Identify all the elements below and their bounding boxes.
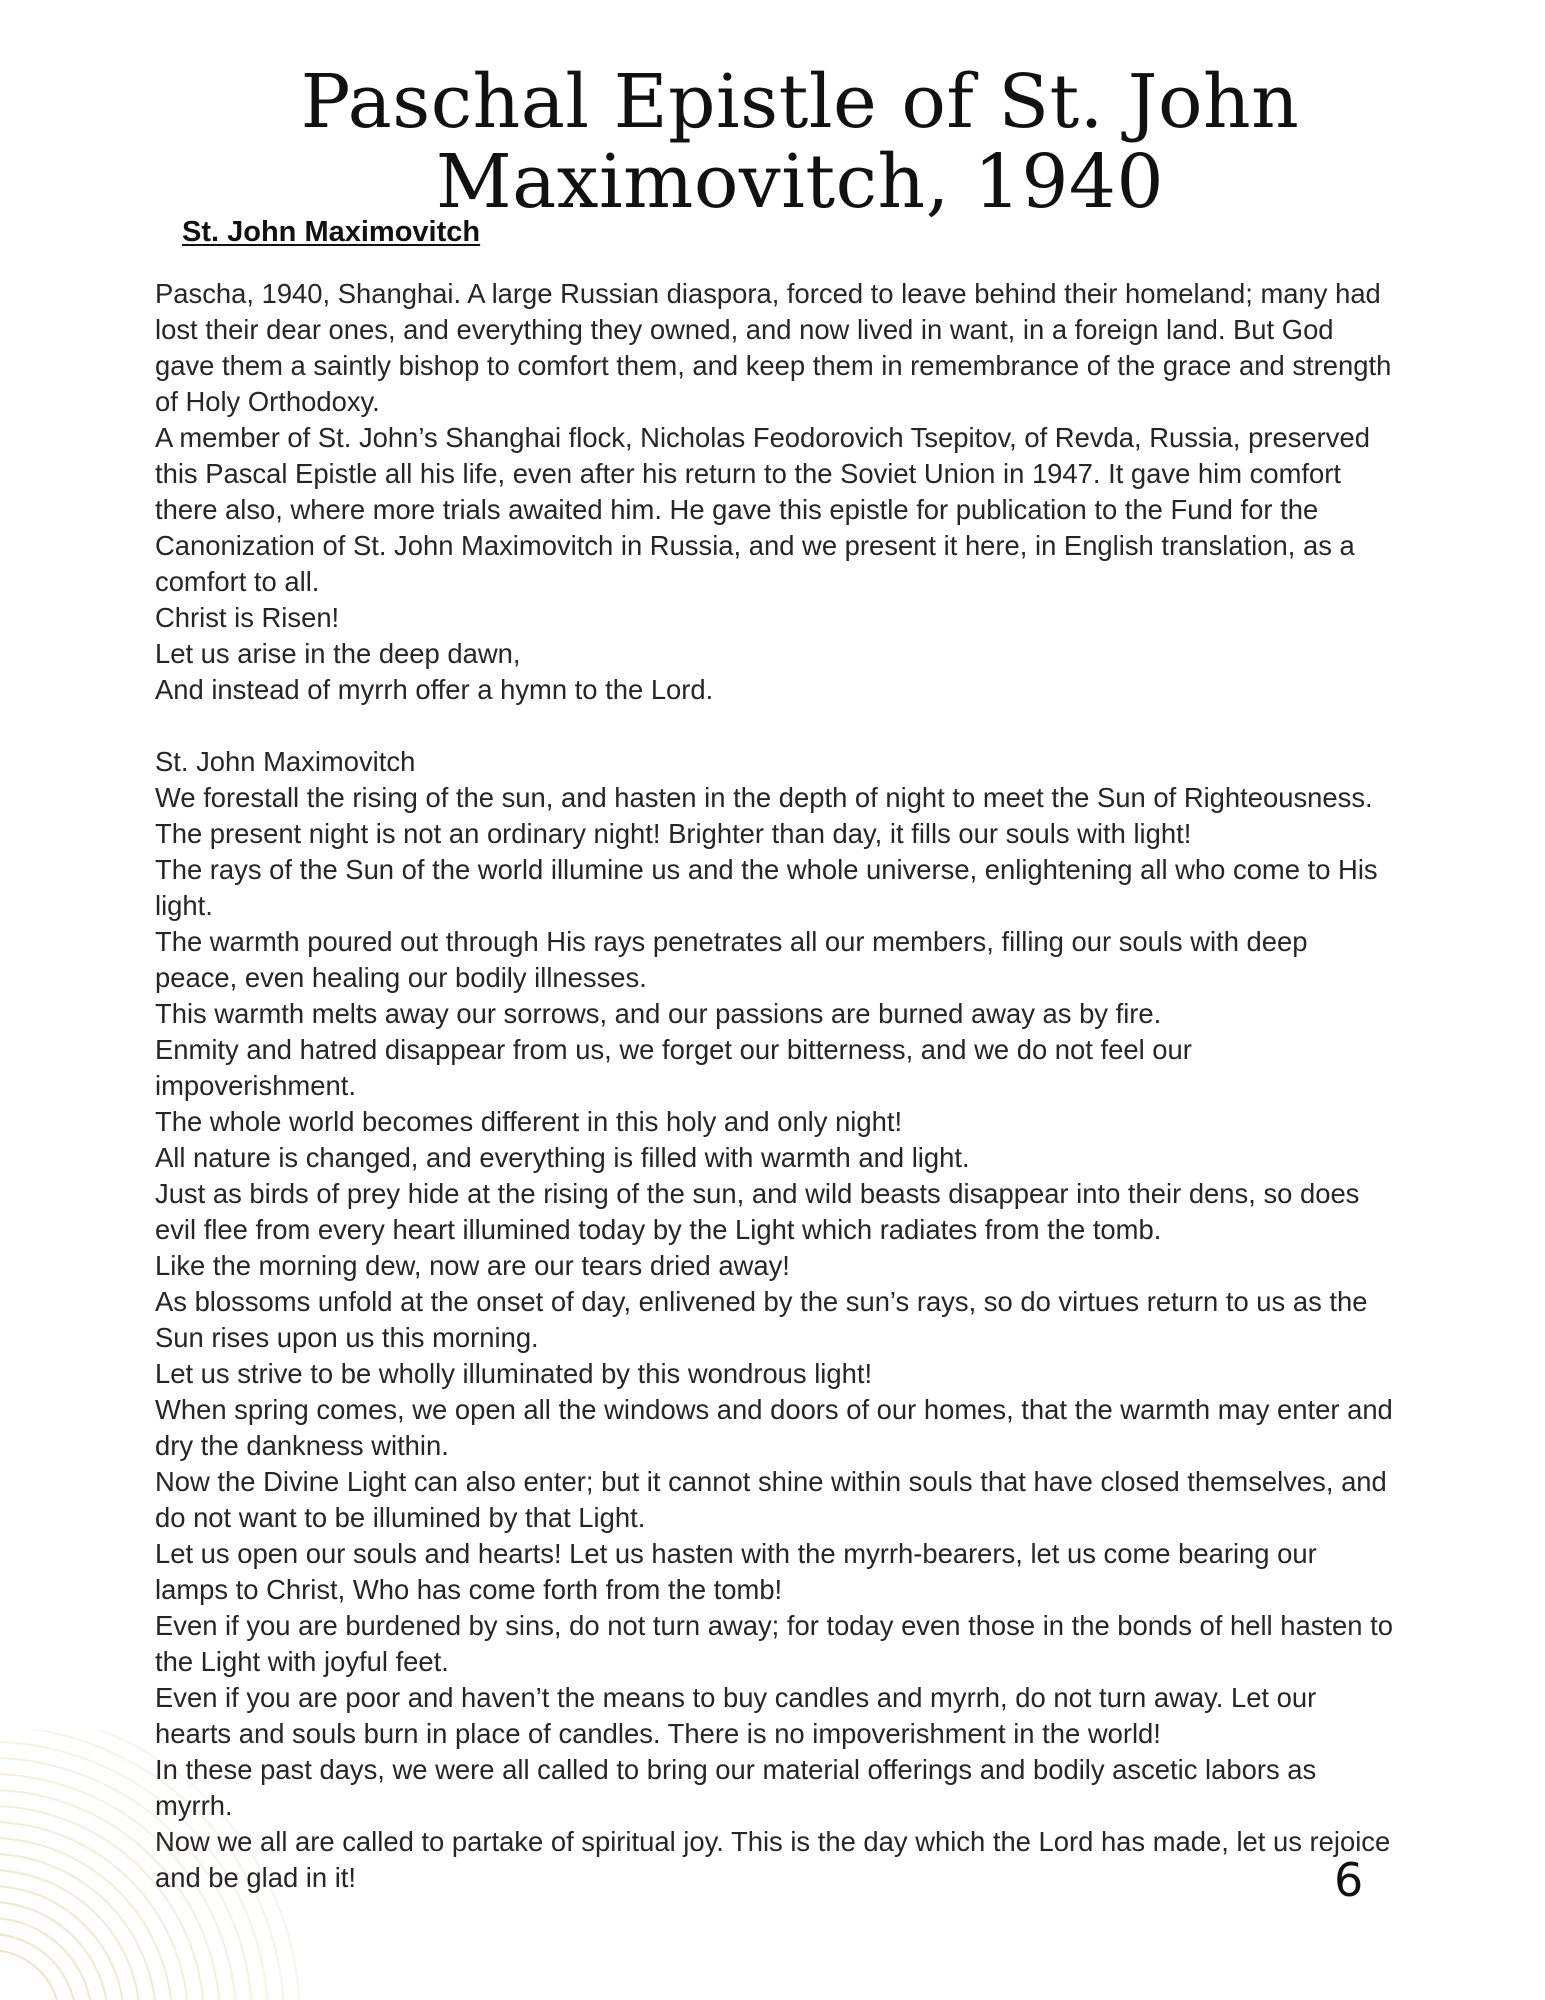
body-paragraph: The present night is not an ordinary night! Brighter than day, it fills our souls with light! <box>155 818 1192 849</box>
decorative-arc <box>0 1902 108 2000</box>
decorative-arc <box>0 1870 140 2000</box>
decorative-arc <box>0 1934 76 2000</box>
body-paragraph: Even if you are poor and haven’t the means to buy candles and myrrh, do not turn away. Let our hearts and souls burn in place of candles. There is no impoverishment in the world! <box>155 1682 1317 1749</box>
decorative-arc <box>0 1838 172 2000</box>
body-paragraph: And instead of myrrh offer a hymn to the Lord. <box>155 674 714 705</box>
body-paragraph: Even if you are burdened by sins, do not turn away; for today even those in the bonds of hell hasten to the Light with joyful feet. <box>155 1610 1393 1677</box>
page-number: 6 <box>1334 1853 1364 1907</box>
body-paragraph: As blossoms unfold at the onset of day, enlivened by the sun’s rays, so do virtues return to us as the Sun rises upon us this morning. <box>155 1286 1368 1353</box>
body-paragraph: Let us strive to be wholly illuminated by this wondrous light! <box>155 1358 873 1389</box>
blank-line <box>155 708 1395 744</box>
body-paragraph: Enmity and hatred disappear from us, we forget our bitterness, and we do not feel our impoverishment. <box>155 1034 1192 1101</box>
body-paragraph: We forestall the rising of the sun, and hasten in the depth of night to meet the Sun of Righteousness. <box>155 782 1373 813</box>
body-paragraph: When spring comes, we open all the windows and doors of our homes, that the warmth may enter and dry the dankness within. <box>155 1394 1393 1461</box>
body-paragraph: This warmth melts away our sorrows, and our passions are burned away as by fire. <box>155 998 1162 1029</box>
page-title: Paschal Epistle of St. John Maximovitch, 1940 <box>300 59 1300 225</box>
body-paragraph: All nature is changed, and everything is filled with warmth and light. <box>155 1142 970 1173</box>
decorative-arc <box>0 1854 156 2000</box>
body-paragraph: In these past days, we were all called to bring our material offerings and bodily ascetic labors as myrrh. <box>155 1754 1317 1821</box>
body-paragraph: St. John Maximovitch <box>155 746 416 777</box>
body-paragraph: The whole world becomes different in this holy and only night! <box>155 1106 903 1137</box>
body-paragraph: Let us open our souls and hearts! Let us hasten with the myrrh-bearers, let us come bearing our lamps to Christ, Who has come forth from the tomb! <box>155 1538 1317 1605</box>
decorative-arc <box>0 1918 92 2000</box>
decorative-arc <box>0 1886 124 2000</box>
body-paragraph: Now we all are called to partake of spiritual joy. This is the day which the Lord has made, let us rejoice and be glad in it! <box>155 1826 1391 1893</box>
body-paragraph: Now the Divine Light can also enter; but it cannot shine within souls that have closed themselves, and do not want to be illumined by that Light. <box>155 1466 1387 1533</box>
body-paragraph: The warmth poured out through His rays penetrates all our members, filling our souls with deep peace, even healing our bodily illnesses. <box>155 926 1308 993</box>
body-paragraph: Let us arise in the deep dawn, <box>155 638 521 669</box>
body-paragraph: A member of St. John’s Shanghai flock, Nicholas Feodorovich Tsepitov, of Revda, Russia, preserved this Pascal Epistle all his life, even after his return to the Soviet Union in 1947. It gave him comfort there also, where more trials awaited him. He gave this epistle for publication to the Fund for the Canonization of St. John Maximovitch in Russia, and we present it here, in English translation, as a comfort to all. <box>155 422 1370 597</box>
body-paragraph: Just as birds of prey hide at the rising of the sun, and wild beasts disappear into their dens, so does evil flee from every heart illumined today by the Light which radiates from the tomb. <box>155 1178 1360 1245</box>
author-byline: St. John Maximovitch <box>182 216 481 248</box>
decorative-arc <box>0 1950 60 2000</box>
epistle-body <box>155 276 1395 1896</box>
body-paragraph: Like the morning dew, now are our tears dried away! <box>155 1250 790 1281</box>
body-paragraph: Pascha, 1940, Shanghai. A large Russian diaspora, forced to leave behind their homeland; many had lost their dear ones, and everything they owned, and now lived in want, in a foreign land. But God gave them a saintly bishop to comfort them, and keep them in remembrance of the grace and strength of Holy Orthodoxy. <box>155 278 1392 417</box>
body-paragraph: The rays of the Sun of the world illumine us and the whole universe, enlightening all who come to His light. <box>155 854 1378 921</box>
body-paragraph: Christ is Risen! <box>155 602 340 633</box>
